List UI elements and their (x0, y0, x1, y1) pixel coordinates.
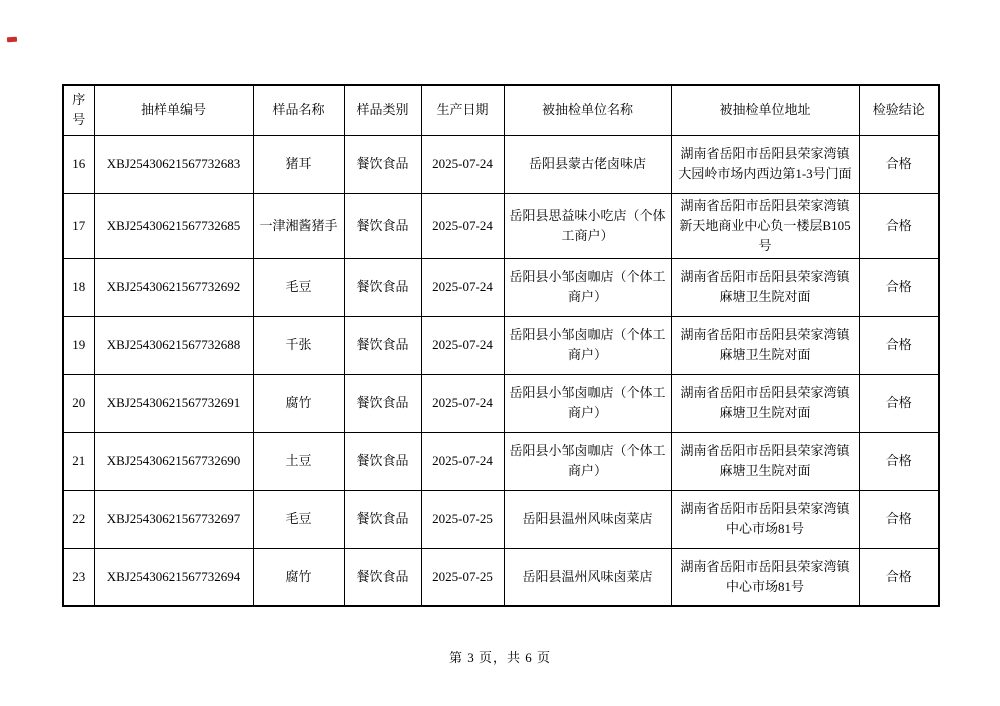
cell-result: 合格 (859, 548, 939, 606)
cell-unit-name: 岳阳县温州风味卤菜店 (504, 490, 671, 548)
cell-unit-name: 岳阳县小邹卤咖店（个体工商户） (504, 374, 671, 432)
cell-serial: 23 (63, 548, 94, 606)
cell-sample-code: XBJ25430621567732685 (94, 193, 253, 258)
cell-result: 合格 (859, 316, 939, 374)
cell-unit-name: 岳阳县温州风味卤菜店 (504, 548, 671, 606)
cell-sample-category: 餐饮食品 (344, 193, 421, 258)
table-row (63, 135, 939, 193)
cell-sample-code: XBJ25430621567732688 (94, 316, 253, 374)
col-header-serial: 序号 (63, 85, 94, 135)
table-row (63, 258, 939, 316)
cell-unit-name: 岳阳县蒙古佬卤味店 (504, 135, 671, 193)
cell-production-date: 2025-07-24 (421, 316, 504, 374)
red-annotation-mark (7, 37, 17, 43)
cell-sample-name: 猪耳 (253, 135, 344, 193)
cell-production-date: 2025-07-24 (421, 135, 504, 193)
cell-result: 合格 (859, 374, 939, 432)
cell-production-date: 2025-07-25 (421, 548, 504, 606)
cell-production-date: 2025-07-24 (421, 374, 504, 432)
cell-sample-code: XBJ25430621567732683 (94, 135, 253, 193)
cell-sample-category: 餐饮食品 (344, 316, 421, 374)
cell-sample-code: XBJ25430621567732694 (94, 548, 253, 606)
table-row (63, 548, 939, 606)
cell-unit-address: 湖南省岳阳市岳阳县荣家湾镇麻塘卫生院对面 (671, 374, 859, 432)
cell-unit-name: 岳阳县小邹卤咖店（个体工商户） (504, 316, 671, 374)
table-row (63, 432, 939, 490)
cell-unit-address: 湖南省岳阳市岳阳县荣家湾镇中心市场81号 (671, 548, 859, 606)
sampling-results-table (62, 84, 940, 607)
cell-sample-name: 土豆 (253, 432, 344, 490)
cell-unit-name: 岳阳县小邹卤咖店（个体工商户） (504, 258, 671, 316)
cell-serial: 21 (63, 432, 94, 490)
cell-sample-category: 餐饮食品 (344, 374, 421, 432)
table-header (63, 85, 939, 135)
cell-serial: 18 (63, 258, 94, 316)
cell-unit-address: 湖南省岳阳市岳阳县荣家湾镇麻塘卫生院对面 (671, 316, 859, 374)
header-row (63, 85, 939, 135)
cell-serial: 17 (63, 193, 94, 258)
cell-sample-code: XBJ25430621567732691 (94, 374, 253, 432)
cell-sample-name: 毛豆 (253, 258, 344, 316)
col-header-sample-name: 样品名称 (253, 85, 344, 135)
cell-production-date: 2025-07-24 (421, 258, 504, 316)
page-number: 第 3 页，共 6 页 (448, 650, 551, 665)
cell-unit-address: 湖南省岳阳市岳阳县荣家湾镇中心市场81号 (671, 490, 859, 548)
cell-sample-category: 餐饮食品 (344, 548, 421, 606)
cell-serial: 16 (63, 135, 94, 193)
col-header-sample-code: 抽样单编号 (94, 85, 253, 135)
cell-sample-name: 腐竹 (253, 548, 344, 606)
cell-sample-name: 毛豆 (253, 490, 344, 548)
col-header-unit-name: 被抽检单位名称 (504, 85, 671, 135)
col-header-production-date: 生产日期 (421, 85, 504, 135)
cell-serial: 20 (63, 374, 94, 432)
cell-result: 合格 (859, 258, 939, 316)
cell-serial: 22 (63, 490, 94, 548)
cell-sample-name: 腐竹 (253, 374, 344, 432)
cell-sample-name: 一津湘酱猪手 (253, 193, 344, 258)
table-body (63, 135, 939, 606)
cell-result: 合格 (859, 135, 939, 193)
table-row (63, 316, 939, 374)
col-header-unit-address: 被抽检单位地址 (671, 85, 859, 135)
cell-result: 合格 (859, 490, 939, 548)
table-row (63, 193, 939, 258)
cell-sample-category: 餐饮食品 (344, 490, 421, 548)
cell-sample-code: XBJ25430621567732692 (94, 258, 253, 316)
cell-sample-category: 餐饮食品 (344, 258, 421, 316)
cell-unit-address: 湖南省岳阳市岳阳县荣家湾镇麻塘卫生院对面 (671, 432, 859, 490)
col-header-result: 检验结论 (859, 85, 939, 135)
cell-unit-address: 湖南省岳阳市岳阳县荣家湾镇麻塘卫生院对面 (671, 258, 859, 316)
cell-unit-name: 岳阳县小邹卤咖店（个体工商户） (504, 432, 671, 490)
cell-unit-name: 岳阳县思益味小吃店（个体工商户） (504, 193, 671, 258)
col-header-sample-category: 样品类别 (344, 85, 421, 135)
cell-sample-category: 餐饮食品 (344, 432, 421, 490)
cell-sample-name: 千张 (253, 316, 344, 374)
cell-serial: 19 (63, 316, 94, 374)
cell-result: 合格 (859, 432, 939, 490)
cell-production-date: 2025-07-24 (421, 193, 504, 258)
cell-sample-code: XBJ25430621567732690 (94, 432, 253, 490)
table-row (63, 490, 939, 548)
cell-production-date: 2025-07-24 (421, 432, 504, 490)
cell-result: 合格 (859, 193, 939, 258)
table-row (63, 374, 939, 432)
cell-production-date: 2025-07-25 (421, 490, 504, 548)
cell-unit-address: 湖南省岳阳市岳阳县荣家湾镇新天地商业中心负一楼层B105号 (671, 193, 859, 258)
cell-sample-code: XBJ25430621567732697 (94, 490, 253, 548)
cell-unit-address: 湖南省岳阳市岳阳县荣家湾镇大园岭市场内西边第1-3号门面 (671, 135, 859, 193)
cell-sample-category: 餐饮食品 (344, 135, 421, 193)
